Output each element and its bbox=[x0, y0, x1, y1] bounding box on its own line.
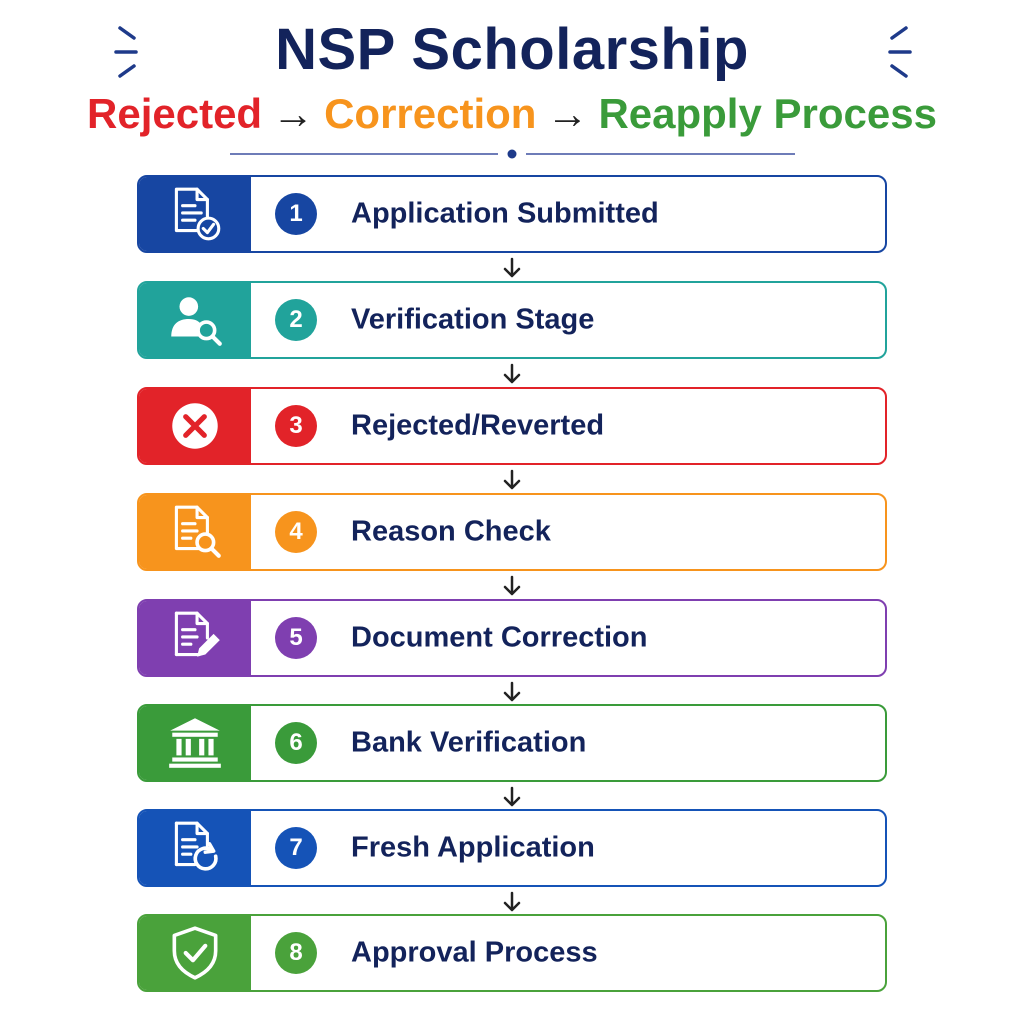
arrow-down-icon bbox=[500, 468, 524, 492]
document-refresh-icon bbox=[164, 817, 226, 879]
step-8 bbox=[137, 914, 887, 992]
step-8-number: 8 bbox=[275, 932, 317, 974]
page-title: NSP Scholarship bbox=[275, 17, 749, 82]
step-1-number: 1 bbox=[275, 193, 317, 235]
document-edit-icon bbox=[164, 607, 226, 669]
step-4 bbox=[137, 493, 887, 571]
step-1-icon-box bbox=[139, 177, 251, 251]
subtitle-rejected: Rejected bbox=[87, 90, 263, 137]
step-5 bbox=[137, 599, 887, 677]
step-4-icon-box bbox=[139, 495, 251, 569]
step-6-icon-box bbox=[139, 706, 251, 780]
step-7-icon-box bbox=[139, 811, 251, 885]
step-5-label: Document Correction bbox=[351, 621, 648, 654]
step-4-label: Reason Check bbox=[351, 515, 551, 548]
document-search-icon bbox=[164, 501, 226, 563]
x-circle-icon bbox=[164, 395, 226, 457]
subtitle bbox=[0, 90, 1024, 138]
step-2-number: 2 bbox=[275, 299, 317, 341]
shield-check-icon bbox=[164, 922, 226, 984]
subtitle-correction: Correction bbox=[324, 90, 537, 137]
step-2-label: Verification Stage bbox=[351, 303, 595, 336]
step-6-number: 6 bbox=[275, 722, 317, 764]
step-3-label: Rejected/Reverted bbox=[351, 409, 605, 442]
document-check-icon bbox=[164, 183, 226, 245]
arrow-down-icon bbox=[500, 256, 524, 280]
burst-left-icon bbox=[110, 22, 150, 82]
step-7-number: 7 bbox=[275, 827, 317, 869]
step-7-label: Fresh Application bbox=[351, 831, 595, 864]
subtitle-arrow-1: → bbox=[272, 90, 315, 137]
step-3 bbox=[137, 387, 887, 465]
user-search-icon bbox=[164, 289, 226, 351]
step-1-label: Application Submitted bbox=[351, 197, 659, 230]
step-6-label: Bank Verification bbox=[351, 726, 587, 759]
step-8-icon-box bbox=[139, 916, 251, 990]
burst-right-icon bbox=[876, 22, 916, 82]
arrow-down-icon bbox=[500, 574, 524, 598]
bank-icon bbox=[164, 712, 226, 774]
arrow-down-icon bbox=[500, 362, 524, 386]
step-5-number: 5 bbox=[275, 617, 317, 659]
arrow-down-icon bbox=[500, 680, 524, 704]
step-8-label: Approval Process bbox=[351, 936, 598, 969]
step-1 bbox=[137, 175, 887, 253]
step-7 bbox=[137, 809, 887, 887]
arrow-down-icon bbox=[500, 785, 524, 809]
step-3-icon-box bbox=[139, 389, 251, 463]
step-6 bbox=[137, 704, 887, 782]
step-3-number: 3 bbox=[275, 405, 317, 447]
arrow-down-icon bbox=[500, 890, 524, 914]
subtitle-reapply: Reapply Process bbox=[598, 90, 937, 137]
step-2 bbox=[137, 281, 887, 359]
header-divider bbox=[0, 146, 1024, 166]
step-2-icon-box bbox=[139, 283, 251, 357]
step-4-number: 4 bbox=[275, 511, 317, 553]
step-5-icon-box bbox=[139, 601, 251, 675]
subtitle-arrow-2: → bbox=[546, 90, 589, 137]
